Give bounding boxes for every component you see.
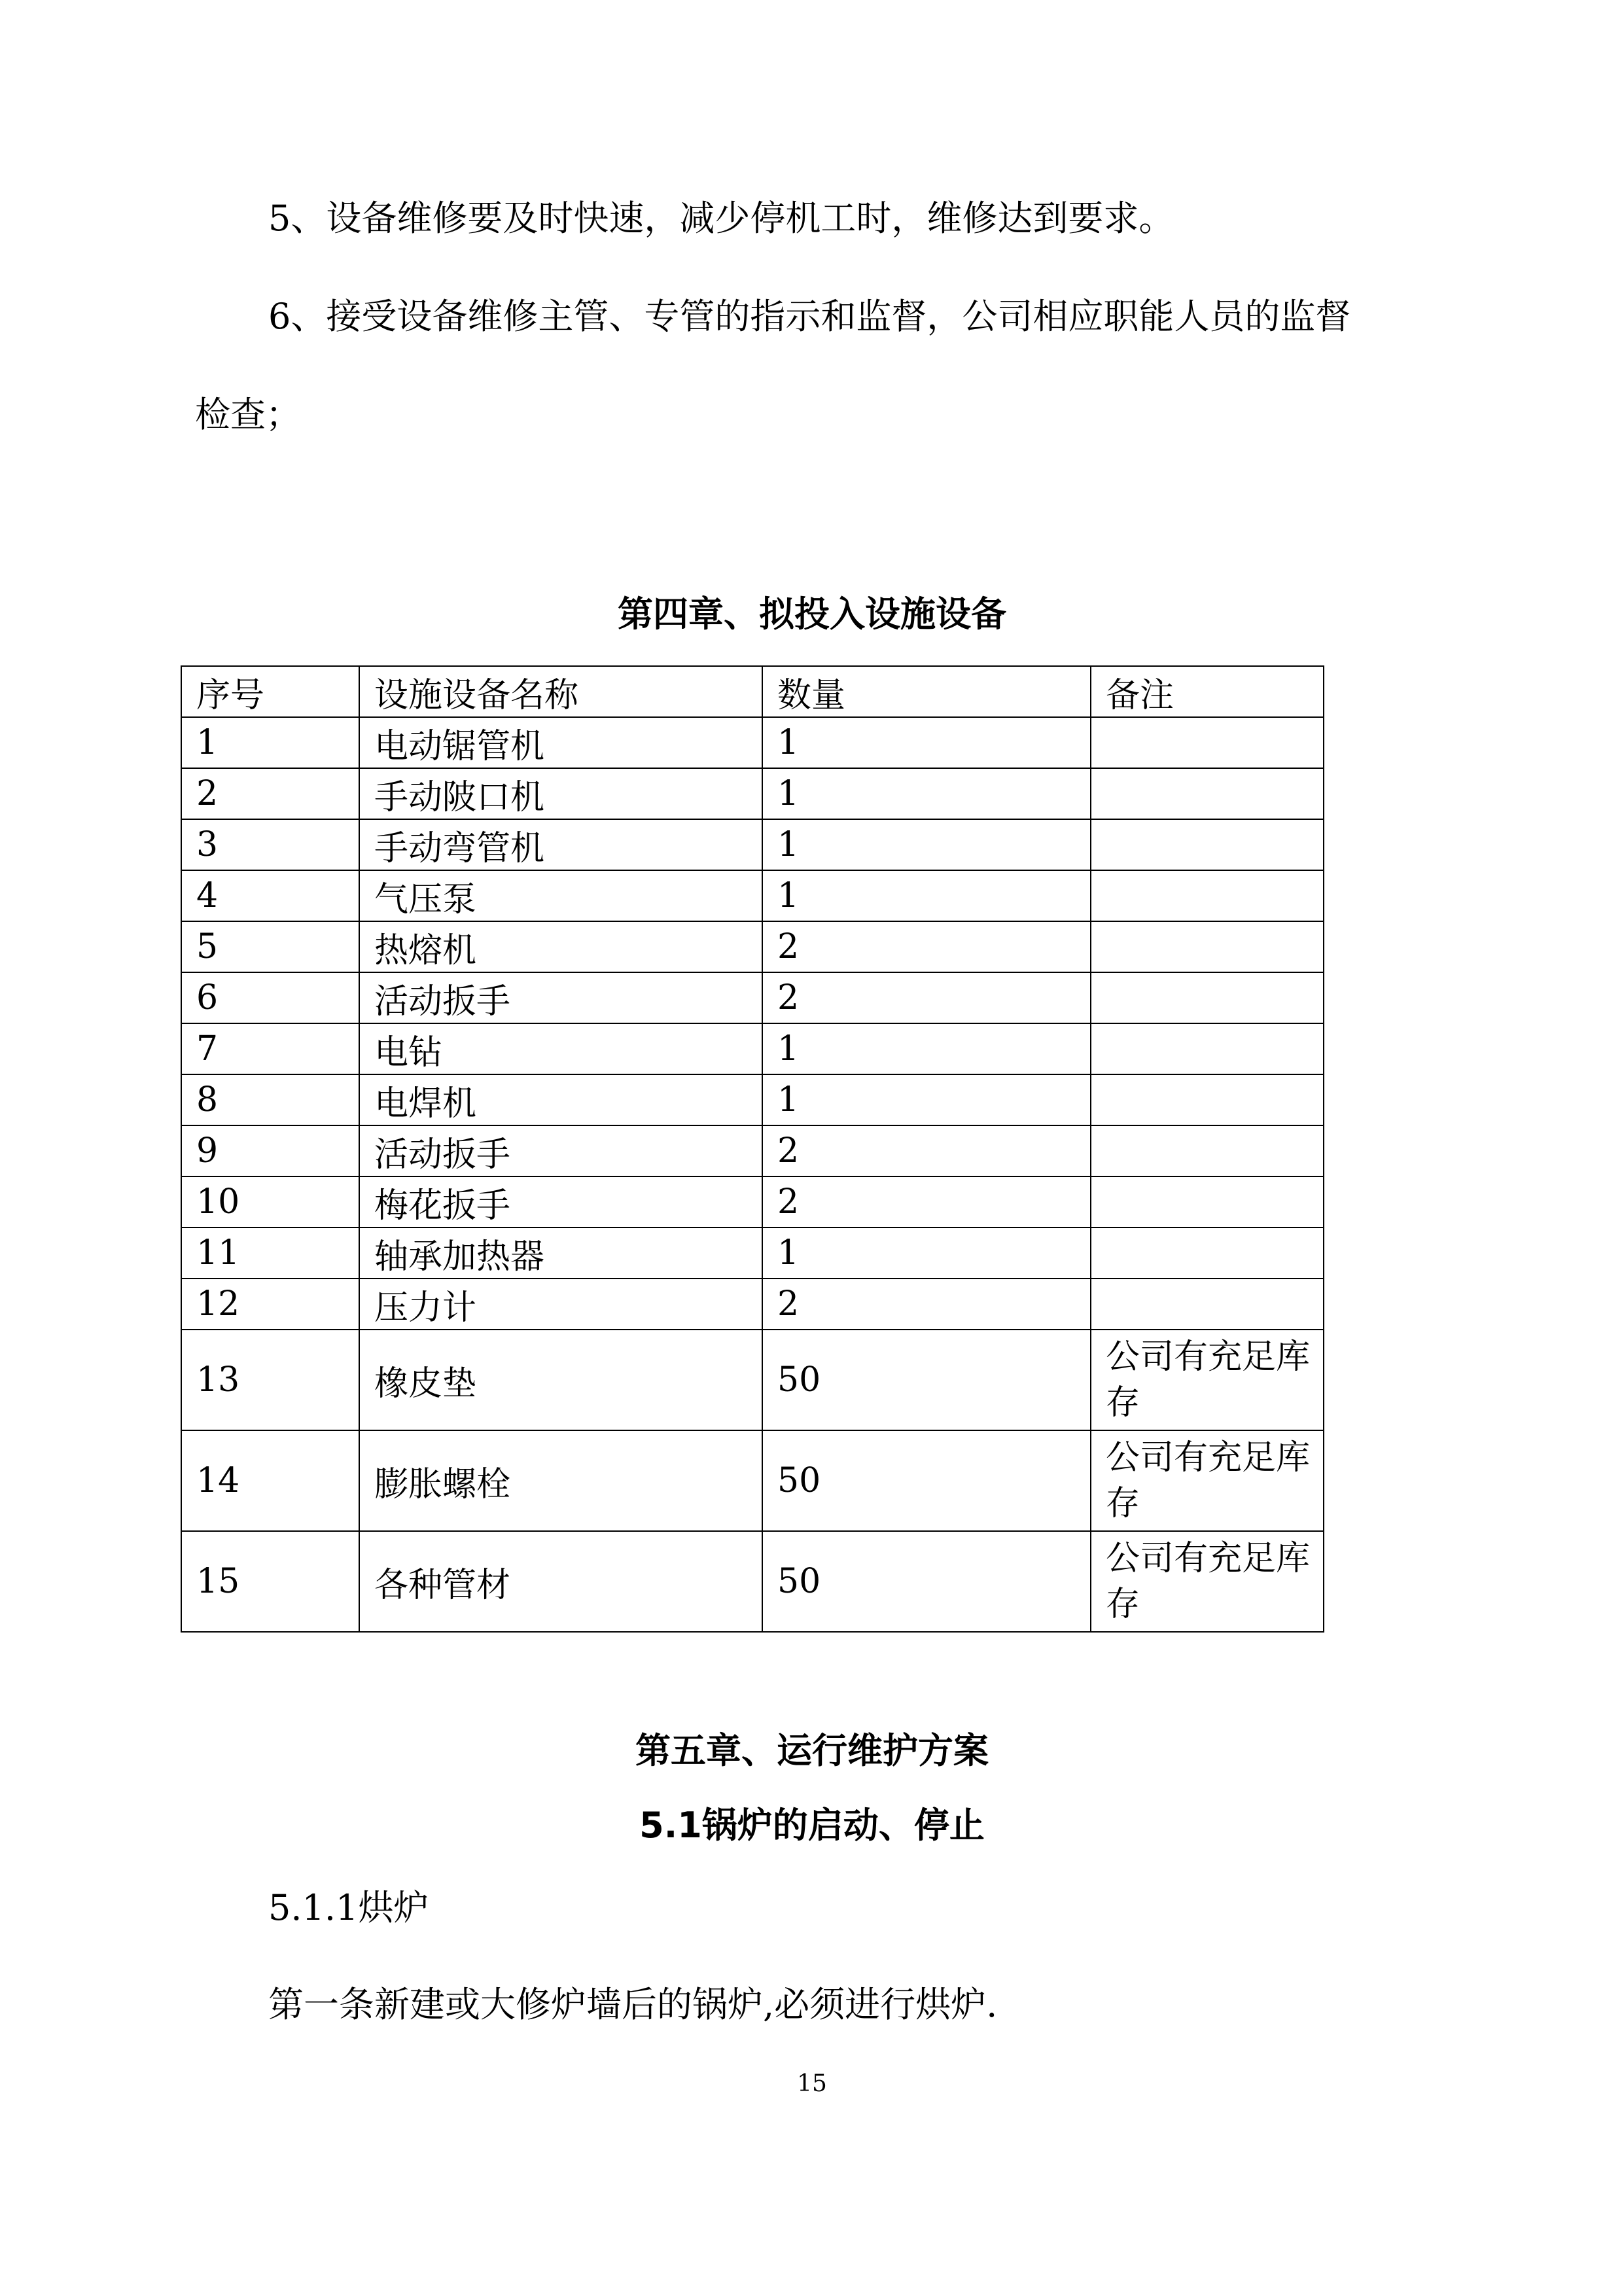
cell-no: 11 [181,1227,359,1279]
table-header-row [181,666,1324,717]
subsection-5-1-1: 5.1.1烘炉 [268,1887,429,1928]
page-number: 15 [797,2070,827,2097]
table-row [181,768,1324,819]
cell-name: 各种管材 [359,1531,762,1632]
cell-qty: 50 [762,1430,1091,1531]
cell-note [1091,1074,1324,1125]
cell-name: 手动弯管机 [359,819,762,870]
cell-name: 活动扳手 [359,972,762,1023]
cell-no: 9 [181,1125,359,1176]
cell-note [1091,1023,1324,1074]
cell-note: 公司有充足库存 [1091,1531,1324,1632]
table-row [181,1430,1324,1531]
cell-note [1091,972,1324,1023]
table-row [181,1330,1324,1430]
cell-no: 6 [181,972,359,1023]
cell-name: 电焊机 [359,1074,762,1125]
cell-note [1091,1279,1324,1330]
table-row [181,1125,1324,1176]
cell-qty: 1 [762,717,1091,768]
cell-no: 3 [181,819,359,870]
table-row [181,972,1324,1023]
header-note: 备注 [1091,666,1324,717]
table-row [181,1227,1324,1279]
cell-note [1091,921,1324,972]
cell-qty: 2 [762,1176,1091,1227]
cell-name: 气压泵 [359,870,762,921]
cell-note [1091,1227,1324,1279]
cell-qty: 2 [762,972,1091,1023]
section-5-1-title: 5.1锅炉的启动、停止 [639,1805,985,1846]
header-no: 序号 [181,666,359,717]
item-6-text-line2: 检查； [195,394,301,435]
cell-name: 电动锯管机 [359,717,762,768]
cell-qty: 2 [762,921,1091,972]
cell-no: 10 [181,1176,359,1227]
item-6-text-line1: 6、接受设备维修主管、专管的指示和监督，公司相应职能人员的监督 [268,296,1351,337]
cell-qty: 1 [762,1074,1091,1125]
cell-note [1091,870,1324,921]
cell-qty: 1 [762,1227,1091,1279]
cell-name: 电钻 [359,1023,762,1074]
table-row [181,1023,1324,1074]
cell-no: 8 [181,1074,359,1125]
cell-no: 13 [181,1330,359,1430]
cell-name: 热熔机 [359,921,762,972]
cell-qty: 50 [762,1531,1091,1632]
cell-qty: 2 [762,1125,1091,1176]
header-name: 设施设备名称 [359,666,762,717]
cell-name: 活动扳手 [359,1125,762,1176]
cell-note: 公司有充足库存 [1091,1330,1324,1430]
cell-no: 2 [181,768,359,819]
table-row [181,1279,1324,1330]
cell-no: 15 [181,1531,359,1632]
table-row [181,1531,1324,1632]
table-row [181,717,1324,768]
cell-qty: 1 [762,819,1091,870]
table-row [181,1176,1324,1227]
cell-no: 14 [181,1430,359,1531]
cell-no: 12 [181,1279,359,1330]
table-row [181,819,1324,870]
cell-name: 手动陂口机 [359,768,762,819]
cell-name: 压力计 [359,1279,762,1330]
cell-no: 4 [181,870,359,921]
cell-no: 1 [181,717,359,768]
cell-name: 轴承加热器 [359,1227,762,1279]
烘炉-first-article: 第一条新建或大修炉墙后的锅炉,必须进行烘炉. [268,1984,998,2025]
table-row [181,921,1324,972]
cell-qty: 2 [762,1279,1091,1330]
table-row [181,1074,1324,1125]
cell-qty: 1 [762,768,1091,819]
cell-note [1091,1125,1324,1176]
cell-name: 梅花扳手 [359,1176,762,1227]
chapter-5-title: 第五章、运行维护方案 [635,1730,989,1771]
item-5-text: 5、设备维修要及时快速，减少停机工时，维修达到要求。 [268,198,1174,239]
table-row [181,870,1324,921]
cell-qty: 1 [762,1023,1091,1074]
equipment-table [181,665,1324,1633]
cell-note [1091,1176,1324,1227]
cell-no: 5 [181,921,359,972]
cell-name: 膨胀螺栓 [359,1430,762,1531]
cell-note: 公司有充足库存 [1091,1430,1324,1531]
cell-qty: 1 [762,870,1091,921]
chapter-4-title: 第四章、拟投入设施设备 [618,593,1006,635]
cell-note [1091,768,1324,819]
cell-no: 7 [181,1023,359,1074]
cell-note [1091,717,1324,768]
cell-name: 橡皮垫 [359,1330,762,1430]
equipment-table-body [181,666,1324,1632]
cell-qty: 50 [762,1330,1091,1430]
header-qty: 数量 [762,666,1091,717]
cell-note [1091,819,1324,870]
